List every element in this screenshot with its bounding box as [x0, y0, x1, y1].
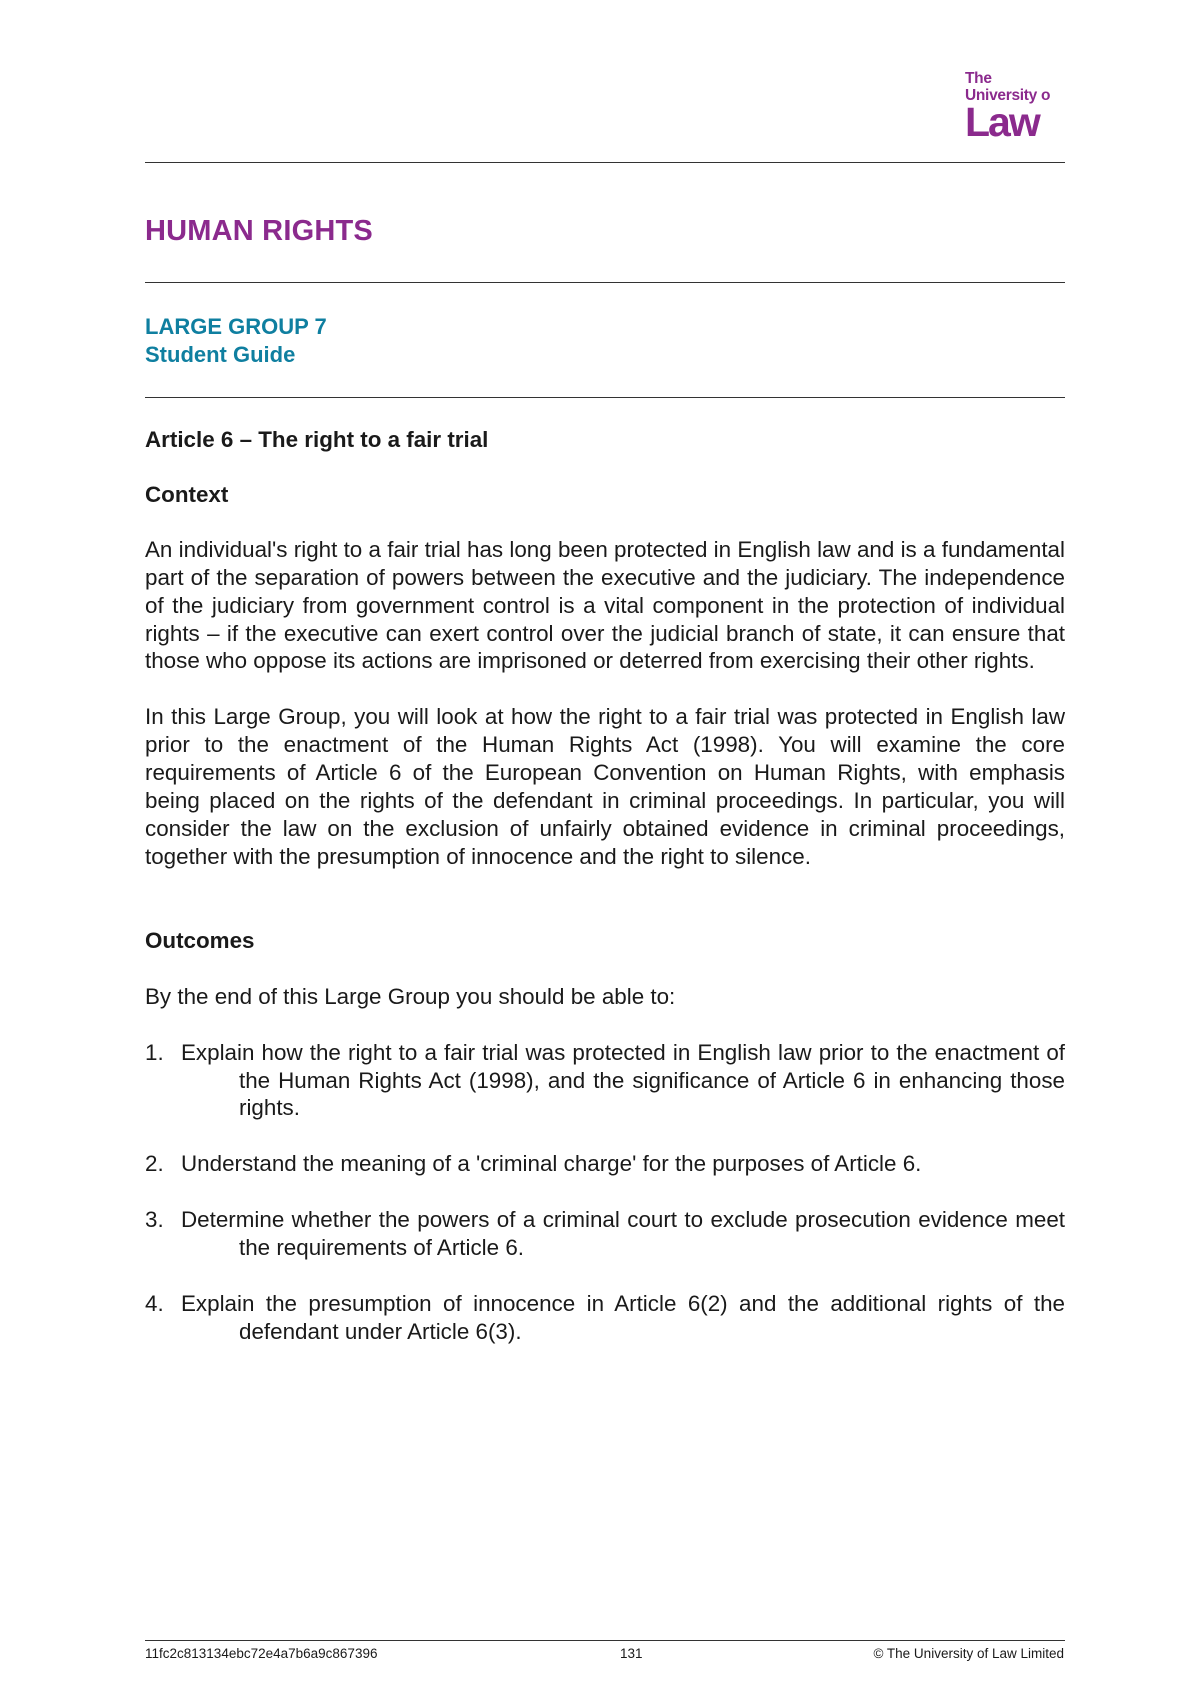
section-divider — [145, 397, 1065, 398]
header-divider — [145, 162, 1065, 163]
logo-text-university: University o — [965, 87, 1051, 104]
outcome-number: 4. — [145, 1291, 164, 1317]
outcome-item — [145, 1039, 1065, 1123]
document-title: HUMAN RIGHTS — [145, 215, 373, 247]
document-body — [145, 426, 1065, 1374]
context-heading: Context — [145, 481, 229, 507]
outcome-number: 3. — [145, 1207, 164, 1233]
outcome-item — [145, 1206, 1065, 1262]
large-group-label: LARGE GROUP 7 — [145, 314, 327, 339]
outcome-number: 2. — [145, 1151, 164, 1177]
outcome-item — [145, 1290, 1065, 1346]
context-paragraph: In this Large Group, you will look at how the right to a fair trial was protected in English law prior to the enactment of the Human Rights Act (1998). You will examine the core requirements of Article 6 of the European Convention on Human Rights, with emphasis being placed on the rights of the defendant in criminal proceedings. In particular, you will consider the law on the exclusion of unfairly obtained evidence in criminal proceedings, together with the presumption of innocence and the right to silence. — [145, 704, 1065, 869]
title-divider — [145, 282, 1065, 283]
footer-copyright: © The University of Law Limited — [873, 1646, 1064, 1661]
outcomes-heading: Outcomes — [145, 927, 255, 953]
outcome-text: Understand the meaning of a 'criminal charge' for the purposes of Article 6. — [181, 1151, 922, 1177]
university-logo — [965, 70, 1065, 150]
context-paragraph: An individual's right to a fair trial has long been protected in English law and is a fundamental part of the separation of powers between the executive and the judiciary. The independence of the judiciary from government control is a vital component in the protection of individual rights – if the executive can exert control over the judicial branch of state, it can ensure that those who oppose its actions are imprisoned or deterred from exercising their other rights. — [145, 536, 1065, 674]
footer-divider — [145, 1640, 1065, 1641]
student-guide-label: Student Guide — [145, 342, 296, 367]
logo-text-law: Law — [965, 99, 1039, 145]
logo-text-the: The — [965, 70, 992, 87]
outcome-text: Explain how the right to a fair trial was protected in English law prior to the enactment of the Human Rights Act (1998), and the significance of Article 6 in enhancing those rights. — [181, 1039, 1065, 1121]
footer-page-number: 131 — [620, 1646, 643, 1661]
outcomes-list — [145, 1039, 1065, 1346]
footer-document-id: 11fc2c813134ebc72e4a7b6a9c867396 — [145, 1646, 378, 1661]
article-heading: Article 6 – The right to a fair trial — [145, 427, 489, 452]
outcome-text: Explain the presumption of innocence in Article 6(2) and the additional rights of the defendant under Article 6(3). — [181, 1291, 1065, 1344]
outcome-text: Determine whether the powers of a criminal court to exclude prosecution evidence meet the requirements of Article 6. — [181, 1207, 1065, 1261]
outcome-item — [145, 1150, 1065, 1178]
outcomes-intro: By the end of this Large Group you should be able to: — [145, 983, 676, 1009]
outcome-number: 1. — [145, 1039, 164, 1065]
